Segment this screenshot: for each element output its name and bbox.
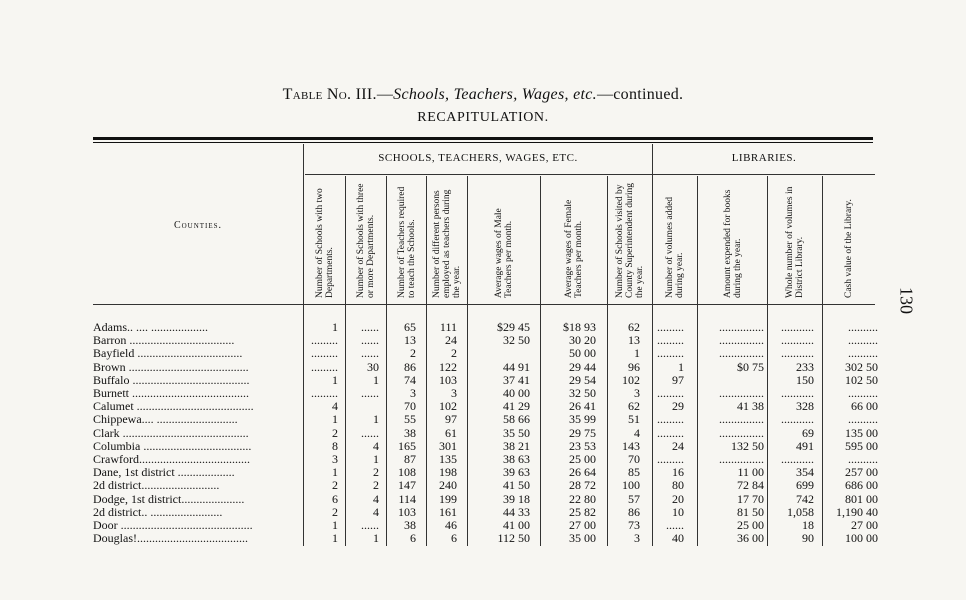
table-cell: 25 82 [569,504,596,519]
table-cell: 25 00 [737,518,764,532]
table-cell: 17 70 [737,491,764,506]
table-subtitle: RECAPITULATION. [417,110,549,125]
table-cell: 1 [678,359,684,374]
colhead-female-wages: Average wages of Female Teachers per month. [564,199,584,298]
table-title: Table No. III.—Schools, Teachers, Wages, etc.—continued. [282,86,684,103]
table-cell: 135 [439,452,457,466]
table-cell: 111 [439,320,457,334]
colhead-three-departments: Number of Schools with three or more Departments. [356,183,376,298]
table-cell: 6 [451,531,457,546]
table-cell: 27 00 [851,518,878,532]
table-cell: 2 [332,478,338,493]
table-cell: 100 [622,478,640,493]
table-cell: ........... [781,386,814,400]
table-cell: 30 20 [569,333,596,348]
county-name: Dodge, 1st district..................... [93,492,245,506]
table-cell: 1 [332,518,338,532]
table-cell: 102 [622,372,640,387]
table-cell: 2 [373,478,379,493]
table-cell: ........... [781,412,814,427]
table-cell: ...... [361,333,379,348]
table-cell: 55 [404,412,416,427]
table-cell: 29 [672,399,684,414]
table-cell: 4 [634,425,640,440]
table-cell: 61 [445,425,457,440]
table-cell: 32 50 [503,333,530,348]
county-name: Dane, 1st district ................... [93,466,235,480]
table-cell: 51 [628,412,640,427]
table-cell: 3 [451,386,457,400]
colhead-volumes-added: Number of volumes added during year. [665,196,685,298]
table-cell: 62 [628,399,640,414]
table-subject: Schools, Teachers, Wages, etc. [393,86,597,103]
table-cell: 66 00 [851,399,878,414]
table-cell: 1 [332,465,338,480]
table-cell: 22 80 [569,491,596,506]
table-cell: 11 00 [737,465,764,480]
table-cell: 328 [796,399,814,414]
table-cell: 257 00 [845,465,878,480]
table-cell: 100 00 [845,531,878,546]
county-name: Chippewa.... ........................... [93,413,238,427]
table-cell: ......... [657,320,684,334]
table-cell: $29 45 [497,320,530,334]
table-cell: 6 [410,531,416,546]
table-cell: 4 [373,491,379,506]
table-row [93,519,883,532]
table-cell: 85 [628,465,640,480]
table-cell: ............... [719,425,764,440]
table-cell: 41 29 [503,399,530,414]
table-cell: ........... [781,320,814,334]
table-cell: 132 50 [731,438,764,453]
county-name: Clark .......................................... [93,426,249,440]
table-cell: 2 [332,425,338,440]
header-rule-thin [93,142,873,143]
table-cell: 90 [802,531,814,546]
table-cell: 165 [398,438,416,453]
table-cell: 46 [445,518,457,532]
table-cell: 81 50 [737,504,764,519]
table-cell: 41 50 [503,478,530,493]
table-continued: —continued. [596,86,684,103]
table-cell: 1 [332,412,338,427]
group-libraries: LIBRARIES. [731,152,797,164]
table-cell: 62 [628,320,640,334]
table-row [93,347,883,360]
county-name: Columbia .................................... [93,439,252,453]
table-cell: 50 00 [569,346,596,361]
table-cell: .......... [848,320,878,334]
table-cell: 41 38 [737,399,764,414]
table-cell: 233 [796,359,814,374]
table-cell: ......... [657,346,684,361]
table-cell: ......... [657,425,684,440]
table-cell: 8 [332,438,338,453]
colhead-amount-expended: Amount expended for books during the year. [722,189,743,298]
table-cell: 2 [373,465,379,480]
table-cell: 44 33 [503,504,530,519]
table-cell: 2 [332,504,338,519]
table-cell: 1 [634,346,640,361]
table-cell: 28 72 [569,478,596,493]
table-row [93,506,883,519]
county-name: Crawford..................................... [93,453,250,466]
table-row [93,374,883,387]
table-cell: 112 50 [497,531,530,546]
table-cell: ......... [311,333,338,348]
table-cell: ...... [361,346,379,361]
table-cell: ...... [361,386,379,400]
table-cell: 114 [398,491,416,506]
table-cell: 1 [373,452,379,466]
table-cell: 97 [445,412,457,427]
county-name: Adams.. .... ................... [93,321,208,334]
table-cell: 80 [672,478,684,493]
table-cell: 686 00 [845,478,878,493]
table-cell: 72 84 [737,478,764,493]
table-cell: 150 [796,372,814,387]
table-cell: 20 [672,491,684,506]
table-cell: ......... [657,452,684,466]
table-cell: 36 00 [737,531,764,546]
table-cell: 491 [796,438,814,453]
table-cell: 38 21 [503,438,530,453]
table-cell: 2 [451,346,457,361]
group-divider [305,174,875,175]
table-label: Table No. III. [282,86,377,103]
table-cell: ...... [361,320,379,334]
table-cell: 44 91 [503,359,530,374]
table-cell: 35 00 [569,531,596,546]
counties-header: Counties. [173,220,223,231]
table-cell: $0 75 [737,359,764,374]
county-name: Barron ................................... [93,334,235,348]
colhead-cash-value: Cash value of the Library. [844,199,854,298]
table-cell: 70 [404,399,416,414]
table-cell: 74 [404,372,416,387]
table-row [93,413,883,426]
colhead-schools-visited: Number of Schools visited by County Superintendent during the year. [615,182,645,298]
table-row [93,387,883,400]
colhead-teachers-employed: Number of different persons employed as teachers during the year. [432,189,462,298]
table-cell: 86 [404,359,416,374]
table-cell: 58 66 [503,412,530,427]
table-cell: 27 00 [569,518,596,532]
table-cell: 10 [672,504,684,519]
table-cell: 742 [796,491,814,506]
table-cell: 65 [404,320,416,334]
table-cell: 26 41 [569,399,596,414]
table-cell: 143 [622,438,640,453]
table-cell: 1 [373,412,379,427]
table-cell: 18 [802,518,814,532]
table-row [93,321,883,334]
table-cell: 30 [367,359,379,374]
table-cell: 38 [404,518,416,532]
table-cell: 1,190 40 [836,504,878,519]
table-cell: 302 50 [845,359,878,374]
table-row [93,532,883,545]
table-cell: 1 [373,372,379,387]
table-cell: 87 [404,452,416,466]
table-cell: 240 [439,478,457,493]
table-cell: ......... [657,333,684,348]
table-cell: 1 [332,320,338,334]
table-cell: ............... [719,346,764,361]
table-cell: ............... [719,320,764,334]
table-cell: 39 63 [503,465,530,480]
table-cell: .......... [848,412,878,427]
table-cell: 6 [332,491,338,506]
table-cell: 699 [796,478,814,493]
table-row [93,427,883,440]
table-cell: 16 [672,465,684,480]
table-cell: 135 00 [845,425,878,440]
table-cell: ............... [719,333,764,348]
county-name: Door ............................................ [93,519,253,532]
table-cell: 29 75 [569,425,596,440]
table-cell: 102 [439,399,457,414]
table-cell: 35 50 [503,425,530,440]
colhead-teachers-required: Number of Teachers required to teach the Schools. [396,186,417,298]
table-cell: .......... [848,386,878,400]
page-number: 130 [896,287,917,314]
table-cell: ......... [311,359,338,374]
table-cell: 3 [332,452,338,466]
table-cell: 147 [398,478,416,493]
table-cell: 39 18 [503,491,530,506]
table-row [93,493,883,506]
table-row [93,479,883,492]
table-cell: 122 [439,359,457,374]
table-cell: 69 [802,425,814,440]
table-cell: ......... [657,386,684,400]
table-cell: 29 44 [569,359,596,374]
table-cell: 801 00 [845,491,878,506]
table-row [93,466,883,479]
table-cell: 199 [439,491,457,506]
county-name: Brown ........................................ [93,360,249,374]
group-schools: SCHOOLS, TEACHERS, WAGES, ETC. [378,152,578,164]
table-cell: 161 [439,504,457,519]
table-row [93,361,883,374]
table-cell: 57 [628,491,640,506]
table-cell: 70 [628,452,640,466]
table-cell: 40 00 [503,386,530,400]
table-cell: ......... [311,346,338,361]
table-cell: 1,058 [787,504,814,519]
table-cell: ............... [719,452,764,466]
county-name: Bayfield ................................... [93,347,243,361]
table-cell: ......... [657,412,684,427]
table-cell: 29 54 [569,372,596,387]
table-cell: .......... [848,333,878,348]
table-cell: 35 99 [569,412,596,427]
table-cell: 4 [373,438,379,453]
table-cell: 2 [410,346,416,361]
table-cell: 102 50 [845,372,878,387]
table-cell: 103 [398,504,416,519]
table-cell: 4 [332,399,338,414]
table-cell: 595 00 [845,438,878,453]
table-cell: 86 [628,504,640,519]
table-row [93,334,883,347]
county-name: Calumet ....................................... [93,400,254,414]
table-cell: 32 50 [569,386,596,400]
header-bottom-rule [93,304,875,305]
table-cell: 3 [634,386,640,400]
table-cell: ......... [311,386,338,400]
table-cell: ............... [719,412,764,427]
table-cell: 40 [672,531,684,546]
table-cell: 198 [439,465,457,480]
colhead-two-departments: Number of Schools with two Departments. [315,188,335,298]
county-name: 2d district.. ........................ [93,505,223,519]
county-name: Buffalo ....................................... [93,373,250,387]
table-cell: 97 [672,372,684,387]
colhead-male-wages: Average wages of Male Teachers per month. [494,208,514,298]
table-cell: 24 [672,438,684,453]
table-row [93,453,883,466]
table-cell: 38 [404,425,416,440]
table-row [93,400,883,413]
table-cell: 73 [628,518,640,532]
table-cell: 1 [332,372,338,387]
table-cell: 38 63 [503,452,530,466]
table-cell: ...... [361,425,379,440]
table-cell: .......... [848,346,878,361]
table-cell: 3 [410,386,416,400]
table-cell: 26 64 [569,465,596,480]
table-cell: 23 53 [569,438,596,453]
table-cell: 1 [373,531,379,546]
table-cell: 13 [628,333,640,348]
table-row [93,440,883,453]
table-cell: ........... [781,346,814,361]
county-name: Burnett ....................................... [93,387,249,400]
table-cell: 4 [373,504,379,519]
table-cell: .......... [848,452,878,466]
table-cell: 354 [796,465,814,480]
table-cell: 108 [398,465,416,480]
table-cell: 103 [439,372,457,387]
table-cell: 37 41 [503,372,530,387]
table-cell: ...... [361,518,379,532]
table-cell: 96 [628,359,640,374]
table-cell: ........... [781,333,814,348]
county-name: 2d district.......................... [93,479,220,493]
table-cell: ............... [719,386,764,400]
header-rule-thick [93,137,873,140]
county-name: Douglas!..................................... [93,532,248,546]
table-cell: 24 [445,333,457,348]
table-cell: ...... [666,518,684,532]
table-cell: 41 00 [503,518,530,532]
table-cell: ........... [781,452,814,466]
table-cell: 25 00 [569,452,596,466]
colhead-whole-volumes: Whole number of volumes in District Library. [785,186,805,298]
table-cell: 3 [634,531,640,546]
table-cell: 13 [404,333,416,348]
table-cell: 301 [439,438,457,453]
table-cell: 1 [332,531,338,546]
table-cell: $18 93 [563,320,596,334]
